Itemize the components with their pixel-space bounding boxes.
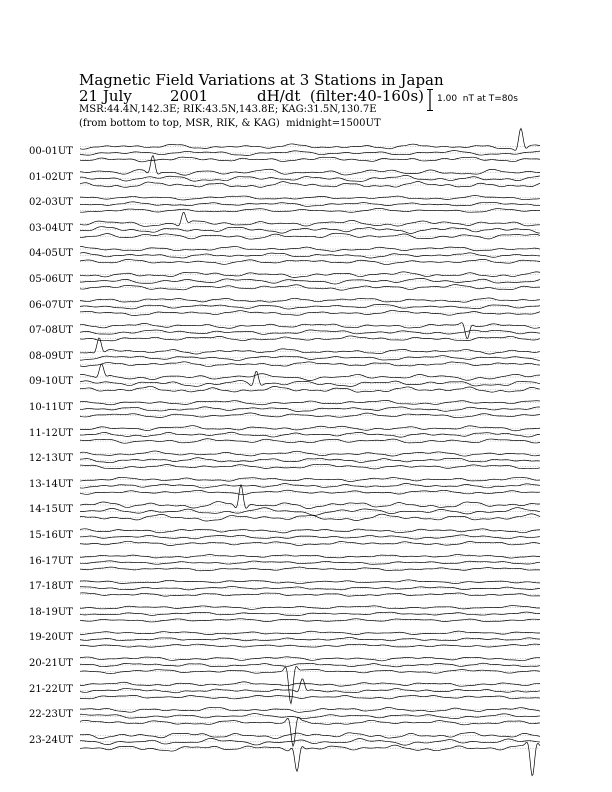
row-label: 08-09UT (29, 350, 73, 362)
row-label: 13-14UT (29, 478, 73, 490)
row-label: 09-10UT (29, 376, 73, 388)
trace-msr (80, 567, 540, 571)
trace-kag (80, 606, 540, 610)
row-label: 06-07UT (29, 299, 73, 311)
date-day: 21 July (79, 87, 132, 105)
row-label: 22-23UT (29, 709, 73, 721)
row-label: 05-06UT (29, 274, 73, 285)
trace-rik (80, 432, 540, 437)
chart-title: Magnetic Field Variations at 3 Stations in Japan (79, 71, 444, 89)
trace-msr (80, 386, 540, 392)
trace-msr (80, 157, 540, 162)
row-label: 12-13UT (29, 453, 73, 465)
trace-rik (80, 304, 540, 309)
row-label: 15-16UT (29, 530, 73, 541)
row-label: 07-08UT (29, 325, 73, 337)
trace-kag (80, 364, 540, 380)
row-label: 03-04UT (29, 222, 73, 234)
trace-msr (80, 695, 540, 698)
trace-rik (80, 227, 540, 234)
trace-msr (80, 413, 540, 418)
trace-kag (80, 212, 540, 226)
station-coordinates: MSR:44.4N,142.3E; RIK:43.5N,143.8E; KAG:31.5N,130.7E (79, 104, 377, 115)
row-label: 14-15UT (29, 504, 73, 516)
trace-msr (80, 208, 540, 212)
trace-kag (80, 451, 540, 456)
trace-msr (80, 182, 540, 188)
trace-kag (80, 529, 540, 533)
trace-kag (80, 128, 540, 150)
trace-rik (80, 278, 540, 284)
trace-kag (80, 298, 540, 302)
row-label: 01-02UT (29, 171, 73, 183)
trace-rik (80, 356, 540, 361)
row-label: 11-12UT (29, 427, 73, 439)
row-label: 21-22UT (29, 683, 73, 695)
row-label: 23-24UT (29, 734, 73, 746)
row-label: 04-05UT (29, 248, 73, 260)
row-label: 00-01UT (29, 146, 73, 157)
trace-msr (80, 233, 540, 239)
trace-rik (80, 638, 540, 641)
row-label: 18-19UT (29, 606, 73, 618)
trace-kag (80, 338, 540, 354)
trace-rik (80, 483, 540, 488)
trace-msr (80, 593, 540, 596)
trace-kag (80, 682, 540, 686)
trace-kag (80, 657, 540, 661)
trace-rik (80, 175, 540, 181)
row-label: 17-18UT (29, 581, 73, 593)
row-label: 10-11UT (29, 402, 73, 413)
trace-kag (80, 426, 540, 431)
trace-msr (80, 336, 540, 341)
row-label: 19-20UT (29, 632, 73, 644)
trace-msr (80, 514, 540, 521)
quantity-filter-label: dH/dt (filter:40-160s) (257, 87, 425, 105)
station-order-note: (from bottom to top, MSR, RIK, & KAG) midnight=1500UT (79, 118, 381, 129)
row-label: 16-17UT (29, 555, 73, 567)
scale-label: 1.00 nT at T=80s (437, 94, 518, 104)
row-label: 02-03UT (29, 197, 73, 209)
trace-kag (80, 156, 540, 176)
trace-msr (80, 742, 540, 775)
row-label: 20-21UT (29, 658, 73, 669)
date-year: 2001 (170, 87, 209, 105)
